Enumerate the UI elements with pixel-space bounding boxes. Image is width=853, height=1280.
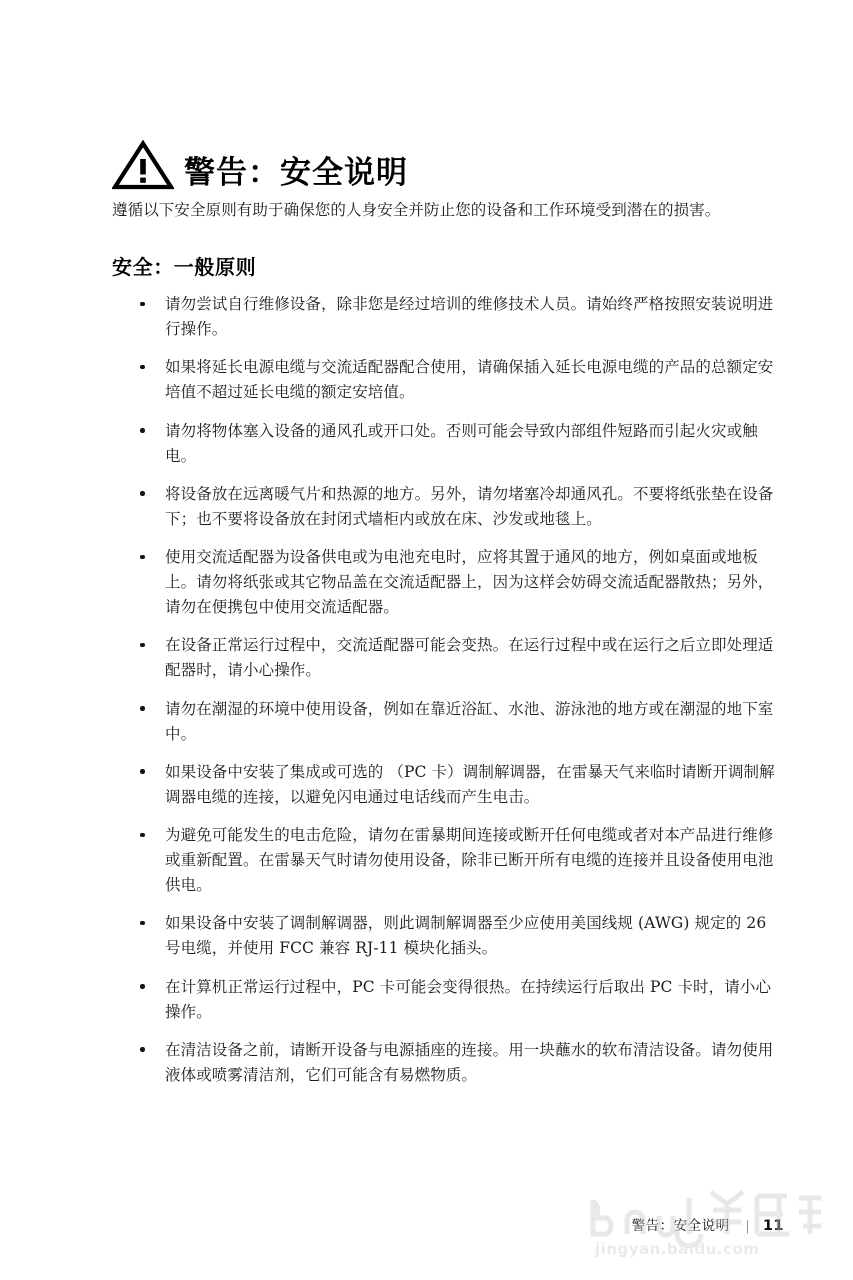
safety-guidelines-list: [112, 292, 784, 1088]
title-row: [112, 140, 784, 192]
bullet-dot-icon: [140, 365, 145, 370]
bullet-dot-icon: [140, 302, 145, 307]
list-item-text: 请勿将物体塞入设备的通风孔或开口处。否则可能会导致内部组件短路而引起火灾或触电。: [165, 421, 758, 465]
page-number: 11: [762, 1218, 784, 1234]
page-title: 警告：安全说明: [184, 155, 408, 192]
list-item: [112, 760, 784, 810]
list-item: [112, 482, 784, 532]
intro-paragraph: 遵循以下安全原则有助于确保您的人身安全并防止您的设备和工作环境受到潜在的损害。: [112, 201, 721, 219]
list-item-text: 在设备正常运行过程中，交流适配器可能会变热。在运行过程中或在运行之后立即处理适配器时，请小心操作。: [165, 636, 774, 680]
page-content: [112, 140, 784, 1088]
footer-chapter-label: 警告：安全说明: [631, 1218, 730, 1234]
bullet-dot-icon: [140, 1047, 145, 1052]
list-item: [112, 633, 784, 683]
bullet-dot-icon: [140, 428, 145, 433]
list-item: [112, 419, 784, 469]
section-heading: 安全：一般原则: [112, 255, 257, 280]
bullet-dot-icon: [140, 921, 145, 926]
list-item-text: 在清洁设备之前，请断开设备与电源插座的连接。用一块蘸水的软布清洁设备。请勿使用液体或喷雾清洁剂，它们可能含有易燃物质。: [165, 1040, 774, 1084]
bullet-dot-icon: [140, 833, 145, 838]
list-item: [112, 911, 784, 961]
list-item-text: 如果设备中安装了集成或可选的 （PC 卡）调制解调器，在雷暴天气来临时请断开调制解调器电缆的连接，以避免闪电通过电话线而产生电击。: [165, 762, 775, 806]
page-footer: [0, 1214, 784, 1234]
warning-triangle-icon: [112, 140, 174, 190]
list-item-text: 如果将延长电源电缆与交流适配器配合使用，请确保插入延长电源电缆的产品的总额定安培值不超过延长电缆的额定安培值。: [165, 358, 774, 402]
list-item: [112, 1038, 784, 1088]
list-item: [112, 292, 784, 342]
list-item: [112, 823, 784, 898]
bullet-dot-icon: [140, 984, 145, 989]
list-item: [112, 355, 784, 405]
bullet-dot-icon: [140, 643, 145, 648]
bullet-dot-icon: [140, 491, 145, 496]
list-item: [112, 697, 784, 747]
list-item-text: 如果设备中安装了调制解调器，则此调制解调器至少应使用美国线规 (AWG) 规定的 26 号电缆，并使用 FCC 兼容 RJ-11 模块化插头。: [165, 914, 767, 958]
list-item-text: 在计算机正常运行过程中，PC 卡可能会变得很热。在持续运行后取出 PC 卡时，请小心操作。: [165, 977, 772, 1021]
list-item-text: 为避免可能发生的电击危险，请勿在雷暴期间连接或断开任何电缆或者对本产品进行维修或重新配置。在雷暴天气时请勿使用设备，除非已断开所有电缆的连接并且设备使用电池供电。: [165, 825, 774, 895]
svg-text:jingyan.baidu.com: jingyan.baidu.com: [595, 1240, 760, 1258]
list-item-text: 请勿尝试自行维修设备，除非您是经过培训的维修技术人员。请始终严格按照安装说明进行操作。: [165, 295, 774, 339]
list-item: [112, 545, 784, 620]
bullet-dot-icon: [140, 555, 145, 560]
list-item: [112, 975, 784, 1025]
list-item-text: 使用交流适配器为设备供电或为电池充电时，应将其置于通风的地方，例如桌面或地板上。请勿将纸张或其它物品盖在交流适配器上，因为这样会妨碍交流适配器散热；另外，请勿在便携包中使用交流适配器。: [165, 547, 774, 617]
list-item-text: 请勿在潮湿的环境中使用设备，例如在靠近浴缸、水池、游泳池的地方或在潮湿的地下室中。: [165, 699, 774, 743]
bullet-dot-icon: [140, 706, 145, 711]
list-item-text: 将设备放在远离暖气片和热源的地方。另外，请勿堵塞冷却通风孔。不要将纸张垫在设备下；也不要将设备放在封闭式墙柜内或放在床、沙发或地毯上。: [165, 484, 774, 528]
bullet-dot-icon: [140, 769, 145, 774]
footer-separator: |: [744, 1218, 750, 1234]
